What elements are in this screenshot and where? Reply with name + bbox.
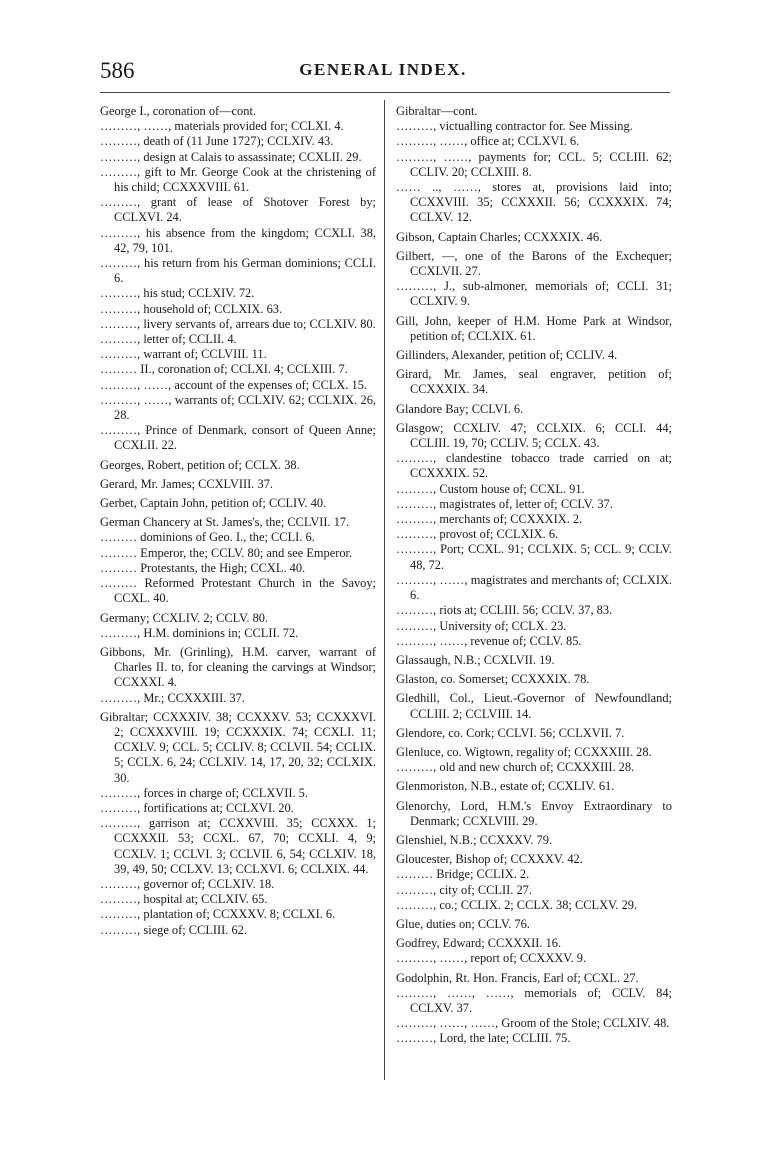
- index-entry: George I., coronation of—cont.: [100, 104, 256, 118]
- index-entry: ………, ……, ……, memorials of; CCLV. 84; CCLXV. 37.: [396, 985, 672, 1015]
- index-entry: ……… Protestants, the High; CCXL. 40.: [100, 560, 306, 575]
- index-entry: Glassaugh, N.B.; CCXLVII. 19.: [396, 652, 555, 667]
- index-entry: ………, ……, report of; CCXXXV. 9.: [396, 951, 587, 966]
- index-entry: ………, design at Calais to assassinate; CCXLII. 29.: [100, 149, 362, 164]
- index-entry: ………, magistrates of, letter of; CCLV. 37.: [396, 496, 613, 511]
- index-entry: Gillinders, Alexander, petition of; CCLIV. 4.: [396, 348, 618, 363]
- index-entry: ……… II., coronation of; CCLXI. 4; CCLXIII. 7.: [100, 362, 348, 377]
- index-entry: ………, siege of; CCLIII. 62.: [100, 922, 247, 937]
- index-entry: ………, letter of; CCLII. 4.: [100, 332, 237, 347]
- index-entry: Glandore Bay; CCLVI. 6.: [396, 401, 524, 416]
- index-entry: …… .., ……, stores at, provisions laid into; CCXXVIII. 35; CCXXXII. 56; CCXXXIX. 74; CCLXV. 12.: [396, 180, 672, 225]
- index-entry: ………, forces in charge of; CCLXVII. 5.: [100, 785, 308, 800]
- index-entry: ………, garrison at; CCXXVIII. 35; CCXXX. 1; CCXXXII. 53; CCXL. 67, 70; CCXLI. 4, 9; CCXLV. 1; CCLVI. 3; CCLVII. 6, 54; CCLXIV. 18, 39, 49, 50; CCLXV. 13; CCLXVI. 6; CCLXIX. 44.: [100, 816, 376, 876]
- index-entry: ………, ……, materials provided for; CCLXI. 4.: [100, 119, 344, 134]
- index-entry: Gill, John, keeper of H.M. Home Park at Windsor, petition of; CCLXIX. 61.: [396, 313, 672, 343]
- index-entry: ………, his absence from the kingdom; CCXLI. 38, 42, 79, 101.: [100, 225, 376, 255]
- index-entry: ………, Prince of Denmark, consort of Queen Anne; CCXLII. 22.: [100, 423, 376, 453]
- index-entry: ………, ……, account of the expenses of; CCLX. 15.: [100, 377, 368, 392]
- index-entry: ……… dominions of Geo. I., the; CCLI. 6.: [100, 530, 315, 545]
- index-entry: ………, death of (11 June 1727); CCLXIV. 43.: [100, 134, 334, 149]
- page-header: [100, 58, 666, 88]
- index-entry: Gloucester, Bishop of; CCXXXV. 42.: [396, 852, 583, 867]
- index-entry: Gerard, Mr. James; CCXLVIII. 37.: [100, 476, 273, 491]
- index-entry: Glaston, co. Somerset; CCXXXIX. 78.: [396, 672, 590, 687]
- index-entry: ………, provost of; CCLXIX. 6.: [396, 527, 559, 542]
- index-entry: Glenorchy, Lord, H.M.'s Envoy Extraordinary to Denmark; CCXLVIII. 29.: [396, 798, 672, 828]
- index-entry: ………, livery servants of, arrears due to; CCLXIV. 80.: [100, 316, 376, 331]
- index-entry: Godolphin, Rt. Hon. Francis, Earl of; CCXL. 27.: [396, 970, 639, 985]
- index-entry: Georges, Robert, petition of; CCLX. 38.: [100, 457, 300, 472]
- index-entry: ………, governor of; CCLXIV. 18.: [100, 876, 275, 891]
- page-number: 586: [100, 58, 135, 83]
- index-entry: ………, ……, payments for; CCL. 5; CCLIII. 62; CCLIV. 20; CCLXIII. 8.: [396, 149, 672, 179]
- index-entry: Gibbons, Mr. (Grinling), H.M. carver, warrant of Charles II. to, for cleaning the carvings at Windsor; CCXXXI. 4.: [100, 644, 376, 690]
- page-title: GENERAL INDEX.: [299, 60, 467, 79]
- index-entry: ………, Port; CCXL. 91; CCLXIX. 5; CCL. 9; CCLV. 48, 72.: [396, 542, 672, 572]
- index-entry: ……… Bridge; CCLIX. 2.: [396, 867, 530, 882]
- index-entry: ………, ……, revenue of; CCLV. 85.: [396, 633, 582, 648]
- index-entry: Godfrey, Edward; CCXXXII. 16.: [396, 936, 562, 951]
- index-entry: ………, riots at; CCLIII. 56; CCLV. 37, 83.: [396, 603, 613, 618]
- index-entry: ………, hospital at; CCLXIV. 65.: [100, 892, 268, 907]
- header-rule: [100, 92, 670, 93]
- index-entry: ………, merchants of; CCXXXIX. 2.: [396, 512, 583, 527]
- index-entry: ………, Custom house of; CCXL. 91.: [396, 481, 585, 496]
- index-entry: ………, grant of lease of Shotover Forest by; CCLXVI. 24.: [100, 195, 376, 225]
- index-entry: ………, old and new church of; CCXXXIII. 28.: [396, 760, 635, 775]
- index-entry: Girard, Mr. James, seal engraver, petition of; CCXXXIX. 34.: [396, 367, 672, 397]
- index-entry: Gibraltar—cont.: [396, 104, 478, 118]
- index-entry: Glenshiel, N.B.; CCXXXV. 79.: [396, 832, 553, 847]
- index-entry: ………, gift to Mr. George Cook at the christening of his child; CCXXXVIII. 61.: [100, 164, 376, 195]
- index-entry: Gledhill, Col., Lieut.-Governor of Newfoundland; CCLIII. 2; CCLVIII. 14.: [396, 691, 672, 721]
- column-divider: [384, 100, 385, 1080]
- index-entry: ………, his stud; CCLXIV. 72.: [100, 286, 255, 301]
- index-entry: ………, Mr.; CCXXXIII. 37.: [100, 690, 245, 705]
- index-entry: ………, H.M. dominions in; CCLII. 72.: [100, 625, 299, 640]
- index-entry: Glasgow; CCXLIV. 47; CCLXIX. 6; CCLI. 44; CCLIII. 19, 70; CCLIV. 5; CCLX. 43.: [396, 420, 672, 451]
- left-index-column: [100, 104, 376, 938]
- index-entry: ………, household of; CCLXIX. 63.: [100, 301, 283, 316]
- index-entry: Gibson, Captain Charles; CCXXXIX. 46.: [396, 229, 603, 244]
- index-entry: ………, fortifications at; CCLXVI. 20.: [100, 800, 294, 815]
- index-entry: Glendore, co. Cork; CCLVI. 56; CCLXVII. 7.: [396, 725, 625, 740]
- index-entry: Gibraltar; CCXXXIV. 38; CCXXXV. 53; CCXXXVI. 2; CCXXXVIII. 19; CCXXXIX. 74; CCXLI. 11; CCXLV. 9; CCL. 5; CCLIV. 8; CCLVII. 54; CCLIX. 5; CCLX. 6, 24; CCLXIV. 14, 17, 20, 32; CCLXIX. 30.: [100, 709, 376, 785]
- index-entry: Glenmoriston, N.B., estate of; CCXLIV. 61.: [396, 779, 615, 794]
- index-entry: Glue, duties on; CCLV. 76.: [396, 916, 530, 931]
- index-entry: ………, University of; CCLX. 23.: [396, 618, 567, 633]
- index-entry: ………, ……, warrants of; CCLXIV. 62; CCLXIX. 26, 28.: [100, 392, 376, 423]
- index-entry: ………, warrant of; CCLVIII. 11.: [100, 347, 267, 362]
- index-entry: ………, J., sub-almoner, memorials of; CCLI. 31; CCLXIV. 9.: [396, 279, 672, 309]
- index-entry: ………, plantation of; CCXXXV. 8; CCLXI. 6.: [100, 907, 336, 922]
- index-entry: ………, clandestine tobacco trade carried on at; CCXXXIX. 52.: [396, 451, 672, 481]
- right-index-column: [396, 104, 672, 1047]
- index-entry: Gerbet, Captain John, petition of; CCLIV. 40.: [100, 496, 327, 511]
- index-entry: Glenluce, co. Wigtown, regality of; CCXXXIII. 28.: [396, 744, 652, 759]
- index-entry: ………, city of; CCLII. 27.: [396, 882, 532, 897]
- index-entry: German Chancery at St. James's, the; CCLVII. 17.: [100, 515, 350, 530]
- index-entry: ………, Lord, the late; CCLIII. 75.: [396, 1031, 571, 1046]
- index-entry: ………, victualling contractor for. See Missing.: [396, 119, 633, 134]
- index-entry: ……… Emperor, the; CCLV. 80; and see Emperor.: [100, 545, 353, 560]
- index-entry: Germany; CCXLIV. 2; CCLV. 80.: [100, 610, 269, 625]
- index-entry: ………, his return from his German dominions; CCLI. 6.: [100, 256, 376, 286]
- index-entry: ………, ……, office at; CCLXVI. 6.: [396, 134, 580, 149]
- index-entry: ……… Reformed Protestant Church in the Savoy; CCXL. 40.: [100, 576, 376, 606]
- index-entry: ………, ……, magistrates and merchants of; CCLXIX. 6.: [396, 572, 672, 603]
- index-entry: ………, ……, ……, Groom of the Stole; CCLXIV. 48.: [396, 1016, 670, 1031]
- index-entry: ………, co.; CCLIX. 2; CCLX. 38; CCLXV. 29.: [396, 897, 638, 912]
- index-entry: Gilbert, —, one of the Barons of the Exchequer; CCXLVII. 27.: [396, 248, 672, 279]
